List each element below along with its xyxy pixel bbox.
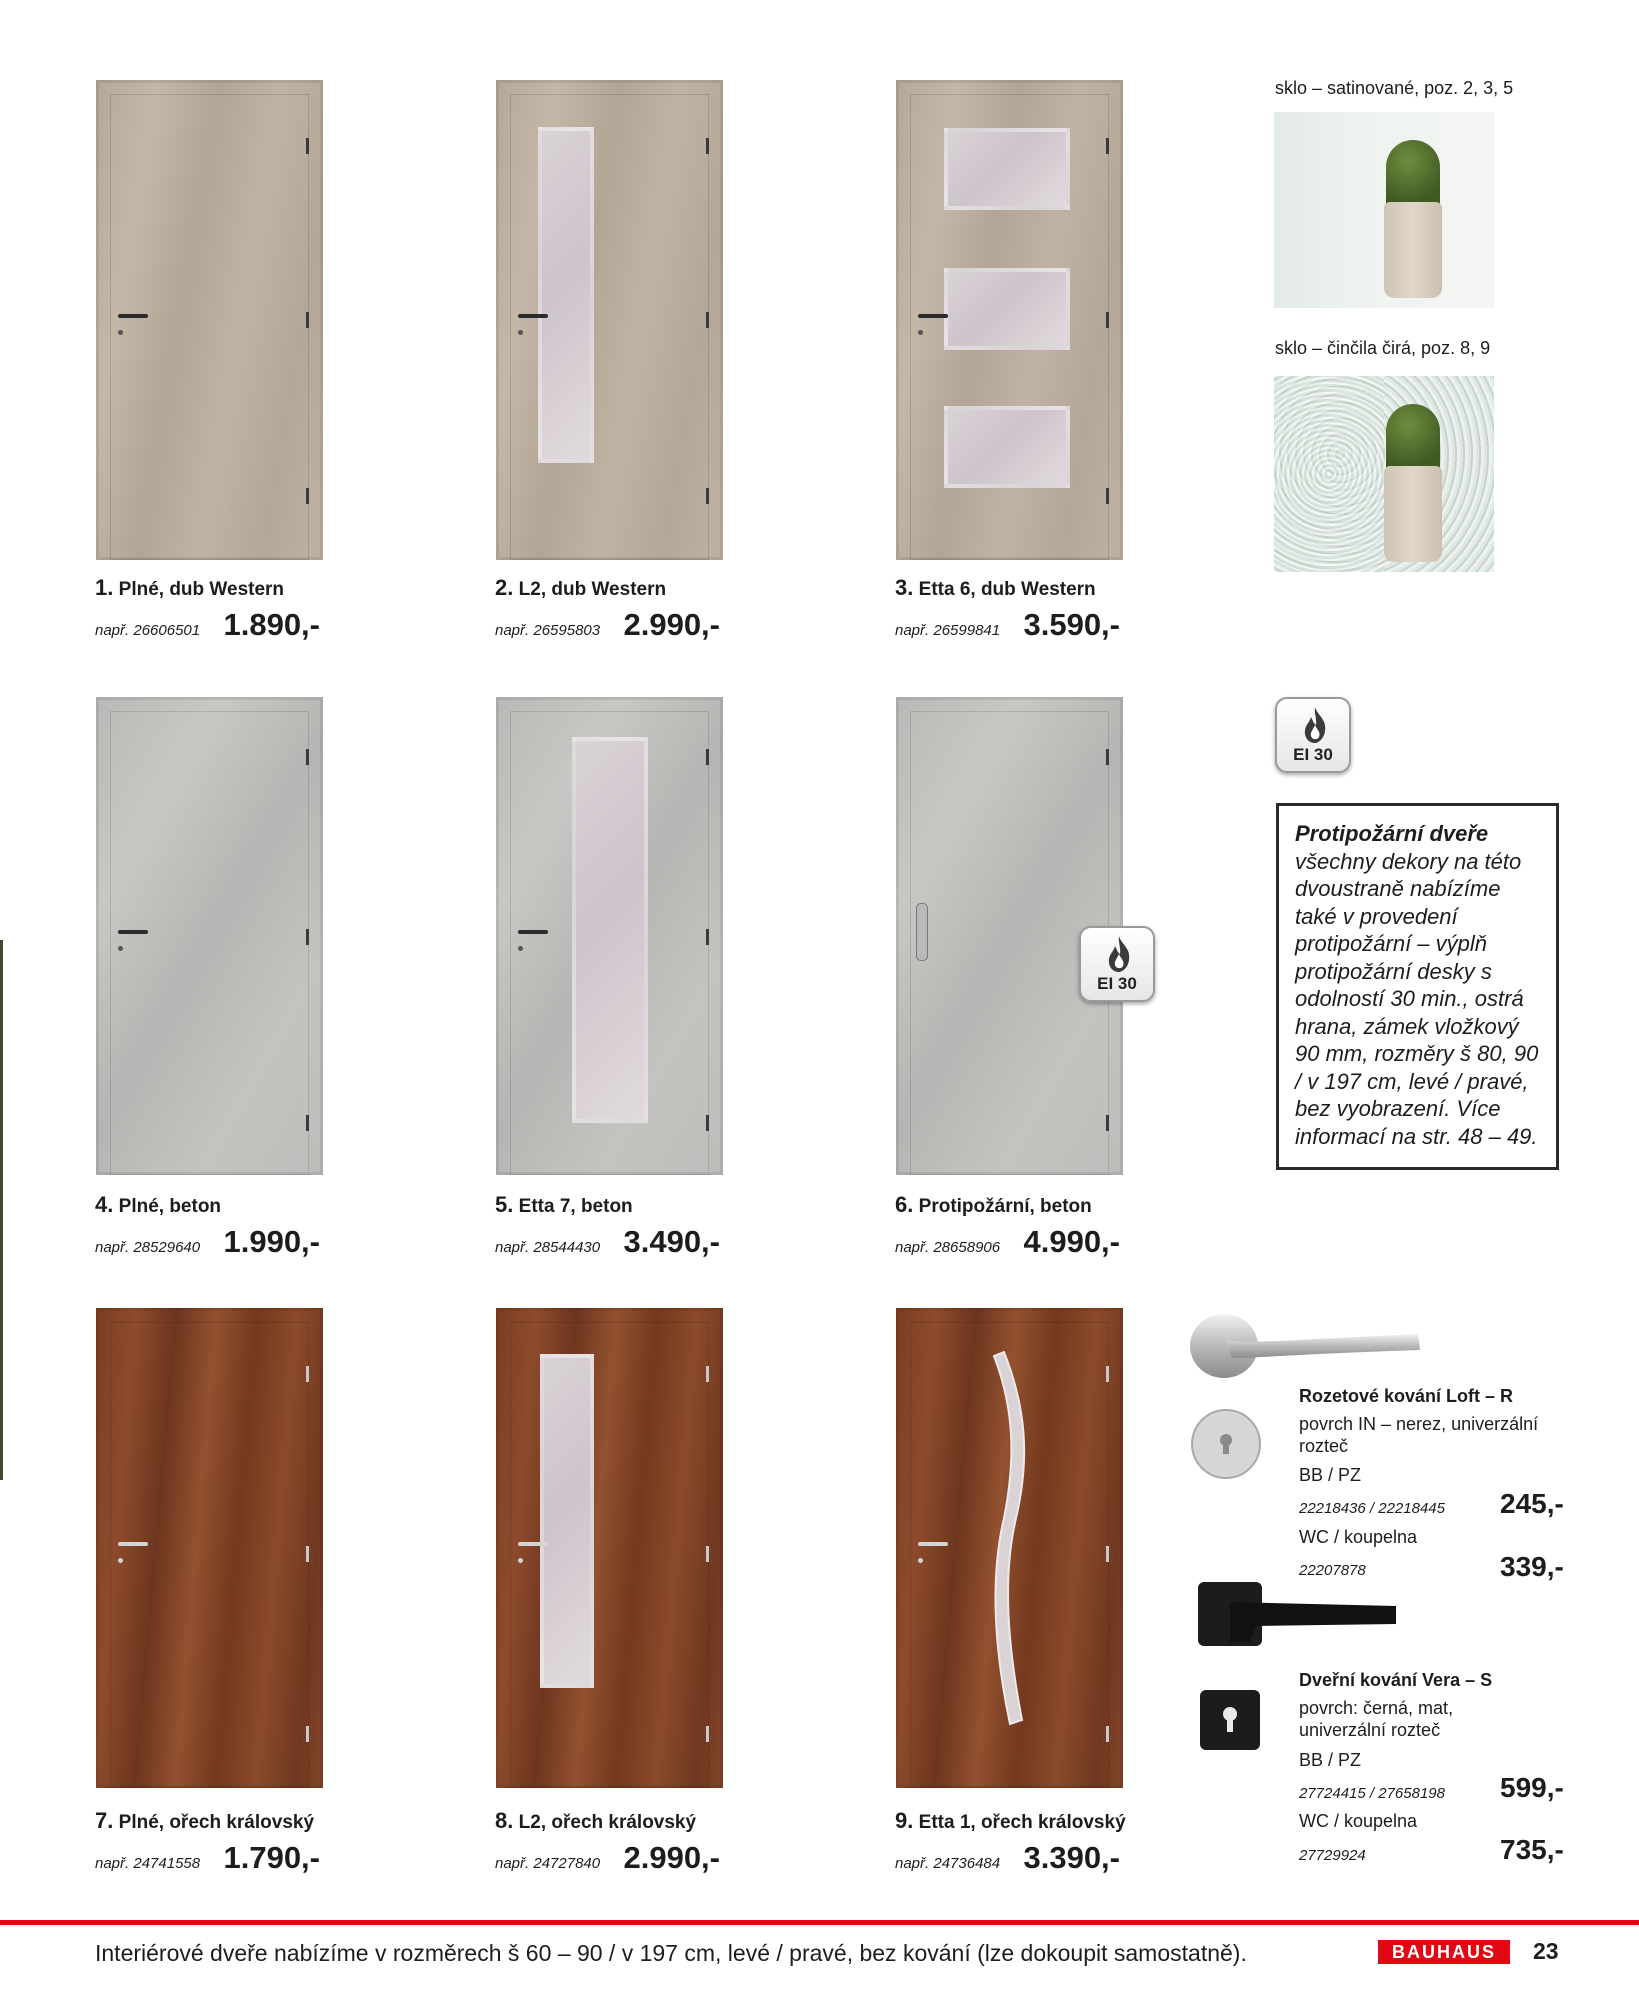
door-caption-4 [95,1192,335,1260]
door-caption-7 [95,1808,335,1876]
door-name [495,1808,735,1834]
hinge-icon [306,1115,309,1131]
door-title: Etta 6, dub Western [918,579,1096,600]
door-image-5 [496,697,723,1175]
hinge-icon [1106,312,1109,328]
door-glass-panel [572,737,648,1123]
flame-icon [1299,705,1331,745]
bauhaus-logo [1378,1940,1510,1964]
door-image-4 [96,697,323,1175]
door-title: Etta 7, beton [518,1196,633,1217]
door-handle-icon [118,1542,148,1546]
door-price: 4.990,- [1023,1224,1120,1259]
door-title: L2, ořech královský [518,1812,697,1833]
hardware-option-label: BB / PZ [1299,1750,1362,1770]
hardware-code: 27729924 [1299,1847,1366,1864]
door-handle-icon [918,314,948,318]
door-price: 2.990,- [623,607,720,642]
door-number: 4. [95,1192,114,1217]
hinge-icon [306,929,309,945]
glass-satin-sample [1274,112,1494,308]
hinge-icon [706,1726,709,1742]
cactus-icon [1386,140,1440,210]
door-name [895,1192,1135,1218]
textured-glass-overlay [1274,376,1384,572]
door-caption-6 [895,1192,1135,1260]
door-code: např. 24736484 [895,1855,1001,1872]
hinge-icon [706,1115,709,1131]
door-price: 1.990,- [223,1224,320,1259]
door-handle-icon [918,1542,948,1546]
black-key-rose-icon [1198,1688,1262,1752]
door-handle-icon [518,314,548,318]
door-image-2 [496,80,723,560]
hinge-icon [706,138,709,154]
door-wave-glass [986,1348,1046,1728]
door-glass-panel [540,1354,594,1688]
door-caption-5 [495,1192,735,1260]
fire-rating-badge [1275,697,1351,773]
door-title: Etta 1, ořech královský [918,1812,1126,1833]
keyhole-icon [118,330,123,335]
hinge-icon [1106,1726,1109,1742]
hinge-icon [706,488,709,504]
door-image-8 [496,1308,723,1788]
door-code: např. 28544430 [495,1239,601,1256]
hinge-icon [306,1726,309,1742]
door-number: 2. [495,575,514,600]
steel-lever-handle-icon [1188,1310,1424,1384]
door-handle-icon [118,930,148,934]
hinge-icon [306,138,309,154]
hardware-price: 735,- [1500,1834,1564,1865]
hinge-icon [306,1546,309,1562]
glass-cincila-sample [1274,376,1494,572]
footer-note: Interiérové dveře nabízíme v rozměrech š 60 – 90 / v 197 cm, levé / pravé, bez kování (lze dokoupit samostatně). [95,1940,1247,1966]
door-image-1 [96,80,323,560]
hinge-icon [706,312,709,328]
door-name [895,1808,1135,1834]
fire-box-text: všechny dekory na této dvoustraně nabízíme také v provedení protipožární – výplň protipožární desky s odolností 30 min., ostrá hrana, zámek vložkový 90 mm, rozměry š 80, 90 / v 197 cm, levé / pravé, bez vyobrazení. Více informací na str. 48 – 49. [1295,848,1539,1149]
door-code: např. 28658906 [895,1239,1001,1256]
cactus-icon [1386,404,1440,474]
door-name [95,575,335,601]
glass-satin-label: sklo – satinované, poz. 2, 3, 5 [1275,78,1514,98]
keyhole-icon [918,1558,923,1563]
door-glass-panel [944,406,1070,488]
door-price: 2.990,- [623,1840,720,1875]
hardware-code: 22207878 [1299,1562,1366,1579]
hinge-icon [706,1546,709,1562]
hardware-title-loft: Rozetové kování Loft – R [1299,1386,1514,1406]
hardware-code: 22218436 / 22218445 [1299,1500,1445,1517]
hardware-price: 339,- [1500,1551,1564,1582]
hinge-icon [1106,749,1109,765]
door-code: např. 24741558 [95,1855,201,1872]
fire-door-info-box [1276,803,1559,1170]
door-name [495,1192,735,1218]
door-price: 1.790,- [223,1840,320,1875]
door-glass-panel [538,127,594,463]
door-name [95,1192,335,1218]
door-caption-3 [895,575,1135,643]
hardware-price: 599,- [1500,1772,1564,1803]
door-handle-icon [518,930,548,934]
hardware-desc-vera: povrch: černá, mat, univerzální rozteč [1299,1698,1454,1740]
footer-divider [0,1920,1639,1925]
black-lever-handle-icon [1196,1580,1398,1652]
flower-pot-icon [1384,202,1442,298]
keyhole-icon [918,330,923,335]
door-title: Plné, beton [118,1196,222,1217]
door-image-9 [896,1308,1123,1788]
door-title: Plné, dub Western [118,579,285,600]
hardware-option-label: WC / koupelna [1299,1527,1418,1547]
glass-cincila-label: sklo – činčila čirá, poz. 8, 9 [1275,338,1491,358]
door-title: L2, dub Western [518,579,667,600]
hinge-icon [706,1366,709,1382]
page-number: 23 [1533,1938,1559,1964]
door-title: Plné, ořech královský [118,1812,315,1833]
fire-box-title: Protipožární dveře [1295,821,1489,846]
door-price: 1.890,- [223,607,320,642]
door-code: např. 24727840 [495,1855,601,1872]
door-caption-8 [495,1808,735,1876]
door-number: 6. [895,1192,914,1217]
keyhole-icon [118,1558,123,1563]
door-number: 1. [95,575,114,600]
security-handle-icon [916,903,928,961]
keyhole-icon [518,1558,523,1563]
hinge-icon [706,929,709,945]
door-image-3 [896,80,1123,560]
steel-key-rose-icon [1190,1408,1262,1480]
page-edge-strip [0,940,3,1480]
door-caption-2 [495,575,735,643]
fire-rating-text: EI 30 [1293,745,1333,764]
door-name [495,575,735,601]
hinge-icon [706,749,709,765]
door-handle-icon [118,314,148,318]
door-code: např. 28529640 [95,1239,201,1256]
fire-rating-text: EI 30 [1097,974,1137,993]
hinge-icon [1106,1546,1109,1562]
door-number: 8. [495,1808,514,1833]
keyhole-icon [518,330,523,335]
hinge-icon [1106,1366,1109,1382]
hardware-price: 245,- [1500,1488,1564,1519]
hinge-icon [1106,138,1109,154]
door-price: 3.490,- [623,1224,720,1259]
door-glass-panel [944,268,1070,350]
hinge-icon [306,488,309,504]
door-leaf [110,94,309,560]
door-image-7 [96,1308,323,1788]
door-number: 3. [895,575,914,600]
door-title: Protipožární, beton [918,1196,1092,1217]
hinge-icon [306,1366,309,1382]
hinge-icon [1106,1115,1109,1131]
door-code: např. 26606501 [95,622,201,639]
door-price: 3.390,- [1023,1840,1120,1875]
hardware-desc-loft: povrch IN – nerez, univerzální rozteč [1299,1414,1539,1456]
door-number: 5. [495,1192,514,1217]
keyhole-icon [118,946,123,951]
brand-name: BAUHAUS [1392,1942,1496,1962]
door-number: 9. [895,1808,914,1833]
hardware-title-vera: Dveřní kování Vera – S [1299,1670,1493,1690]
hinge-icon [306,749,309,765]
hinge-icon [1106,488,1109,504]
door-leaf [110,1322,309,1788]
hardware-option-label: BB / PZ [1299,1465,1362,1485]
door-name [895,575,1135,601]
hinge-icon [306,312,309,328]
door-name [95,1808,335,1834]
door-code: např. 26595803 [495,622,601,639]
hardware-code: 27724415 / 27658198 [1299,1785,1445,1802]
door-caption-9 [895,1808,1135,1876]
door-price: 3.590,- [1023,607,1120,642]
hardware-option-label: WC / koupelna [1299,1811,1418,1831]
door-handle-icon [518,1542,548,1546]
flame-icon [1103,934,1135,974]
door-glass-panel [944,128,1070,210]
door-caption-1 [95,575,335,643]
door-leaf [110,711,309,1175]
flower-pot-icon [1384,466,1442,562]
door-number: 7. [95,1808,114,1833]
fire-rating-badge [1079,926,1155,1002]
keyhole-icon [518,946,523,951]
door-code: např. 26599841 [895,622,1001,639]
